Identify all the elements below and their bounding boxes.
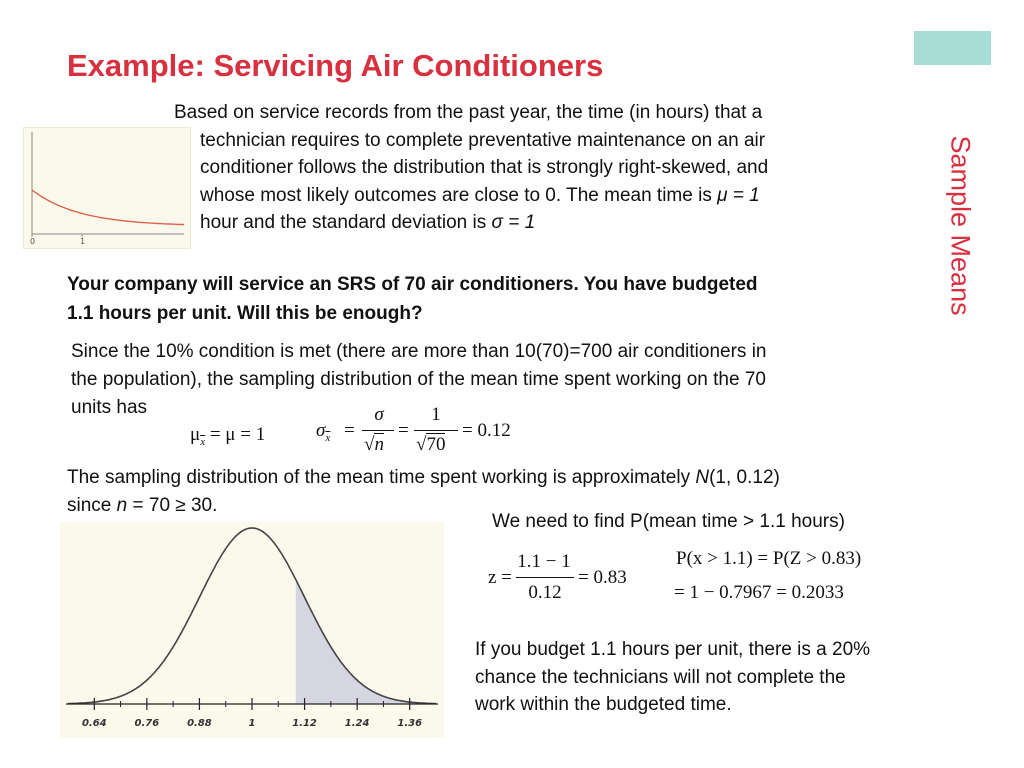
- bell-tick-label-4: 1.12: [292, 718, 317, 729]
- samp-N: N: [695, 467, 710, 488]
- samp-line-2-pre: since: [67, 495, 117, 516]
- conclusion-line-1: If you budget 1.1 hours per unit, there is a 20%: [475, 639, 871, 660]
- frac2-numerator: 1: [431, 404, 441, 425]
- z-numerator: 1.1 − 1: [517, 551, 571, 572]
- intro-line-2: technician requires to complete preventative maintenance on an air: [200, 129, 766, 151]
- frac1-numerator: [364, 404, 394, 426]
- prob-line-2: = 1 − 0.7967 = 0.2033: [674, 582, 844, 603]
- bell-tick-label-6: 1.36: [397, 718, 423, 729]
- frac1-den-text: n: [374, 434, 384, 455]
- sigma-result: = 0.12: [462, 420, 511, 441]
- normal-distribution-chart: [60, 522, 444, 738]
- frac2-den-text: 70: [426, 434, 446, 455]
- question-text: [67, 271, 917, 328]
- sigma-eq-2: =: [398, 420, 409, 441]
- since-paragraph: [71, 338, 921, 422]
- skewed-distribution-svg: [24, 128, 190, 248]
- sigma-symbol: σ: [316, 420, 326, 441]
- bell-tick-label-0: 0.64: [81, 718, 107, 729]
- mini-tick-label-0: 0: [30, 237, 36, 246]
- mini-tick-label-1: 1: [80, 237, 86, 246]
- z-frac-bar: [516, 577, 574, 578]
- samp-line-1-pre: The sampling distribution of the mean time spent working is approximately: [67, 467, 696, 488]
- intro-line-4-text: whose most likely outcomes are close to 0. The mean time is: [200, 184, 712, 206]
- intro-paragraph: [174, 99, 894, 237]
- question-line-2: 1.1 hours per unit. Will this be enough?: [67, 302, 423, 324]
- page-title: Example: Servicing Air Conditioners: [67, 48, 604, 83]
- bell-tick-label-2: 0.88: [187, 718, 212, 729]
- since-line-2: the population), the sampling distribution of the mean time spent working on the 70: [71, 369, 766, 390]
- since-line-1: Since the 10% condition is met (there are more than 10(70)=700 air conditioners in: [71, 341, 767, 362]
- samp-line-2-post: = 70 ≥ 30.: [127, 495, 218, 516]
- frac2-denominator: √70: [416, 434, 446, 455]
- intro-line-5-text: hour and the standard deviation is: [200, 212, 487, 233]
- sigma-eq-1: =: [344, 420, 355, 441]
- intro-mu: μ = 1: [717, 184, 760, 206]
- samp-line-1-post: (1, 0.12): [709, 467, 780, 488]
- intro-sigma: σ = 1: [491, 212, 536, 233]
- bell-tick-label-5: 1.24: [344, 718, 370, 729]
- prob-line-1: P(x > 1.1) = P(Z > 0.83): [676, 548, 862, 569]
- conclusion-line-2: chance the technicians will not complete the: [475, 666, 846, 688]
- question-line-1: Your company will service an SRS of 70 air conditioners. You have budgeted: [67, 274, 758, 295]
- z-denominator: 0.12: [528, 582, 562, 603]
- intro-line-4: [174, 182, 894, 210]
- frac1-denominator: √n: [364, 434, 384, 455]
- since-line-3: units has: [71, 397, 148, 418]
- bell-tick-label-3: 1: [248, 718, 256, 729]
- skewed-curve: [32, 190, 184, 225]
- samp-n: n: [116, 495, 128, 516]
- normal-distribution-svg: [60, 522, 444, 738]
- mean-formula: [190, 424, 265, 448]
- accent-box: [914, 31, 991, 65]
- frac1-bar: [362, 430, 394, 431]
- intro-line-3: conditioner follows the distribution that is strongly right-skewed, and: [200, 157, 769, 178]
- frac2-bar: [414, 430, 458, 431]
- conclusion-paragraph: [475, 636, 975, 719]
- z-lhs: z =: [488, 567, 512, 588]
- skewed-distribution-chart: [23, 127, 191, 249]
- sigma-subscript: x: [325, 431, 331, 444]
- normal-curve: [68, 528, 436, 704]
- sigma-lhs: [316, 420, 330, 444]
- mu-subscript: x: [200, 435, 206, 448]
- need-to-find-text: We need to find P(mean time > 1.1 hours): [492, 511, 845, 532]
- intro-line-5: [174, 209, 894, 237]
- mu-symbol: μ: [190, 424, 201, 445]
- bell-tick-label-1: 0.76: [134, 718, 160, 729]
- z-result: = 0.83: [578, 567, 627, 588]
- intro-line-1: Based on service records from the past year, the time (in hours) that a: [174, 102, 763, 123]
- mu-rhs: = μ = 1: [209, 424, 266, 445]
- shaded-area: [296, 580, 436, 704]
- side-label: Sample Means: [945, 135, 976, 316]
- conclusion-line-3: work within the budgeted time.: [475, 694, 732, 715]
- samp-line-1: [67, 464, 947, 492]
- frac1-num-text: σ: [374, 404, 384, 425]
